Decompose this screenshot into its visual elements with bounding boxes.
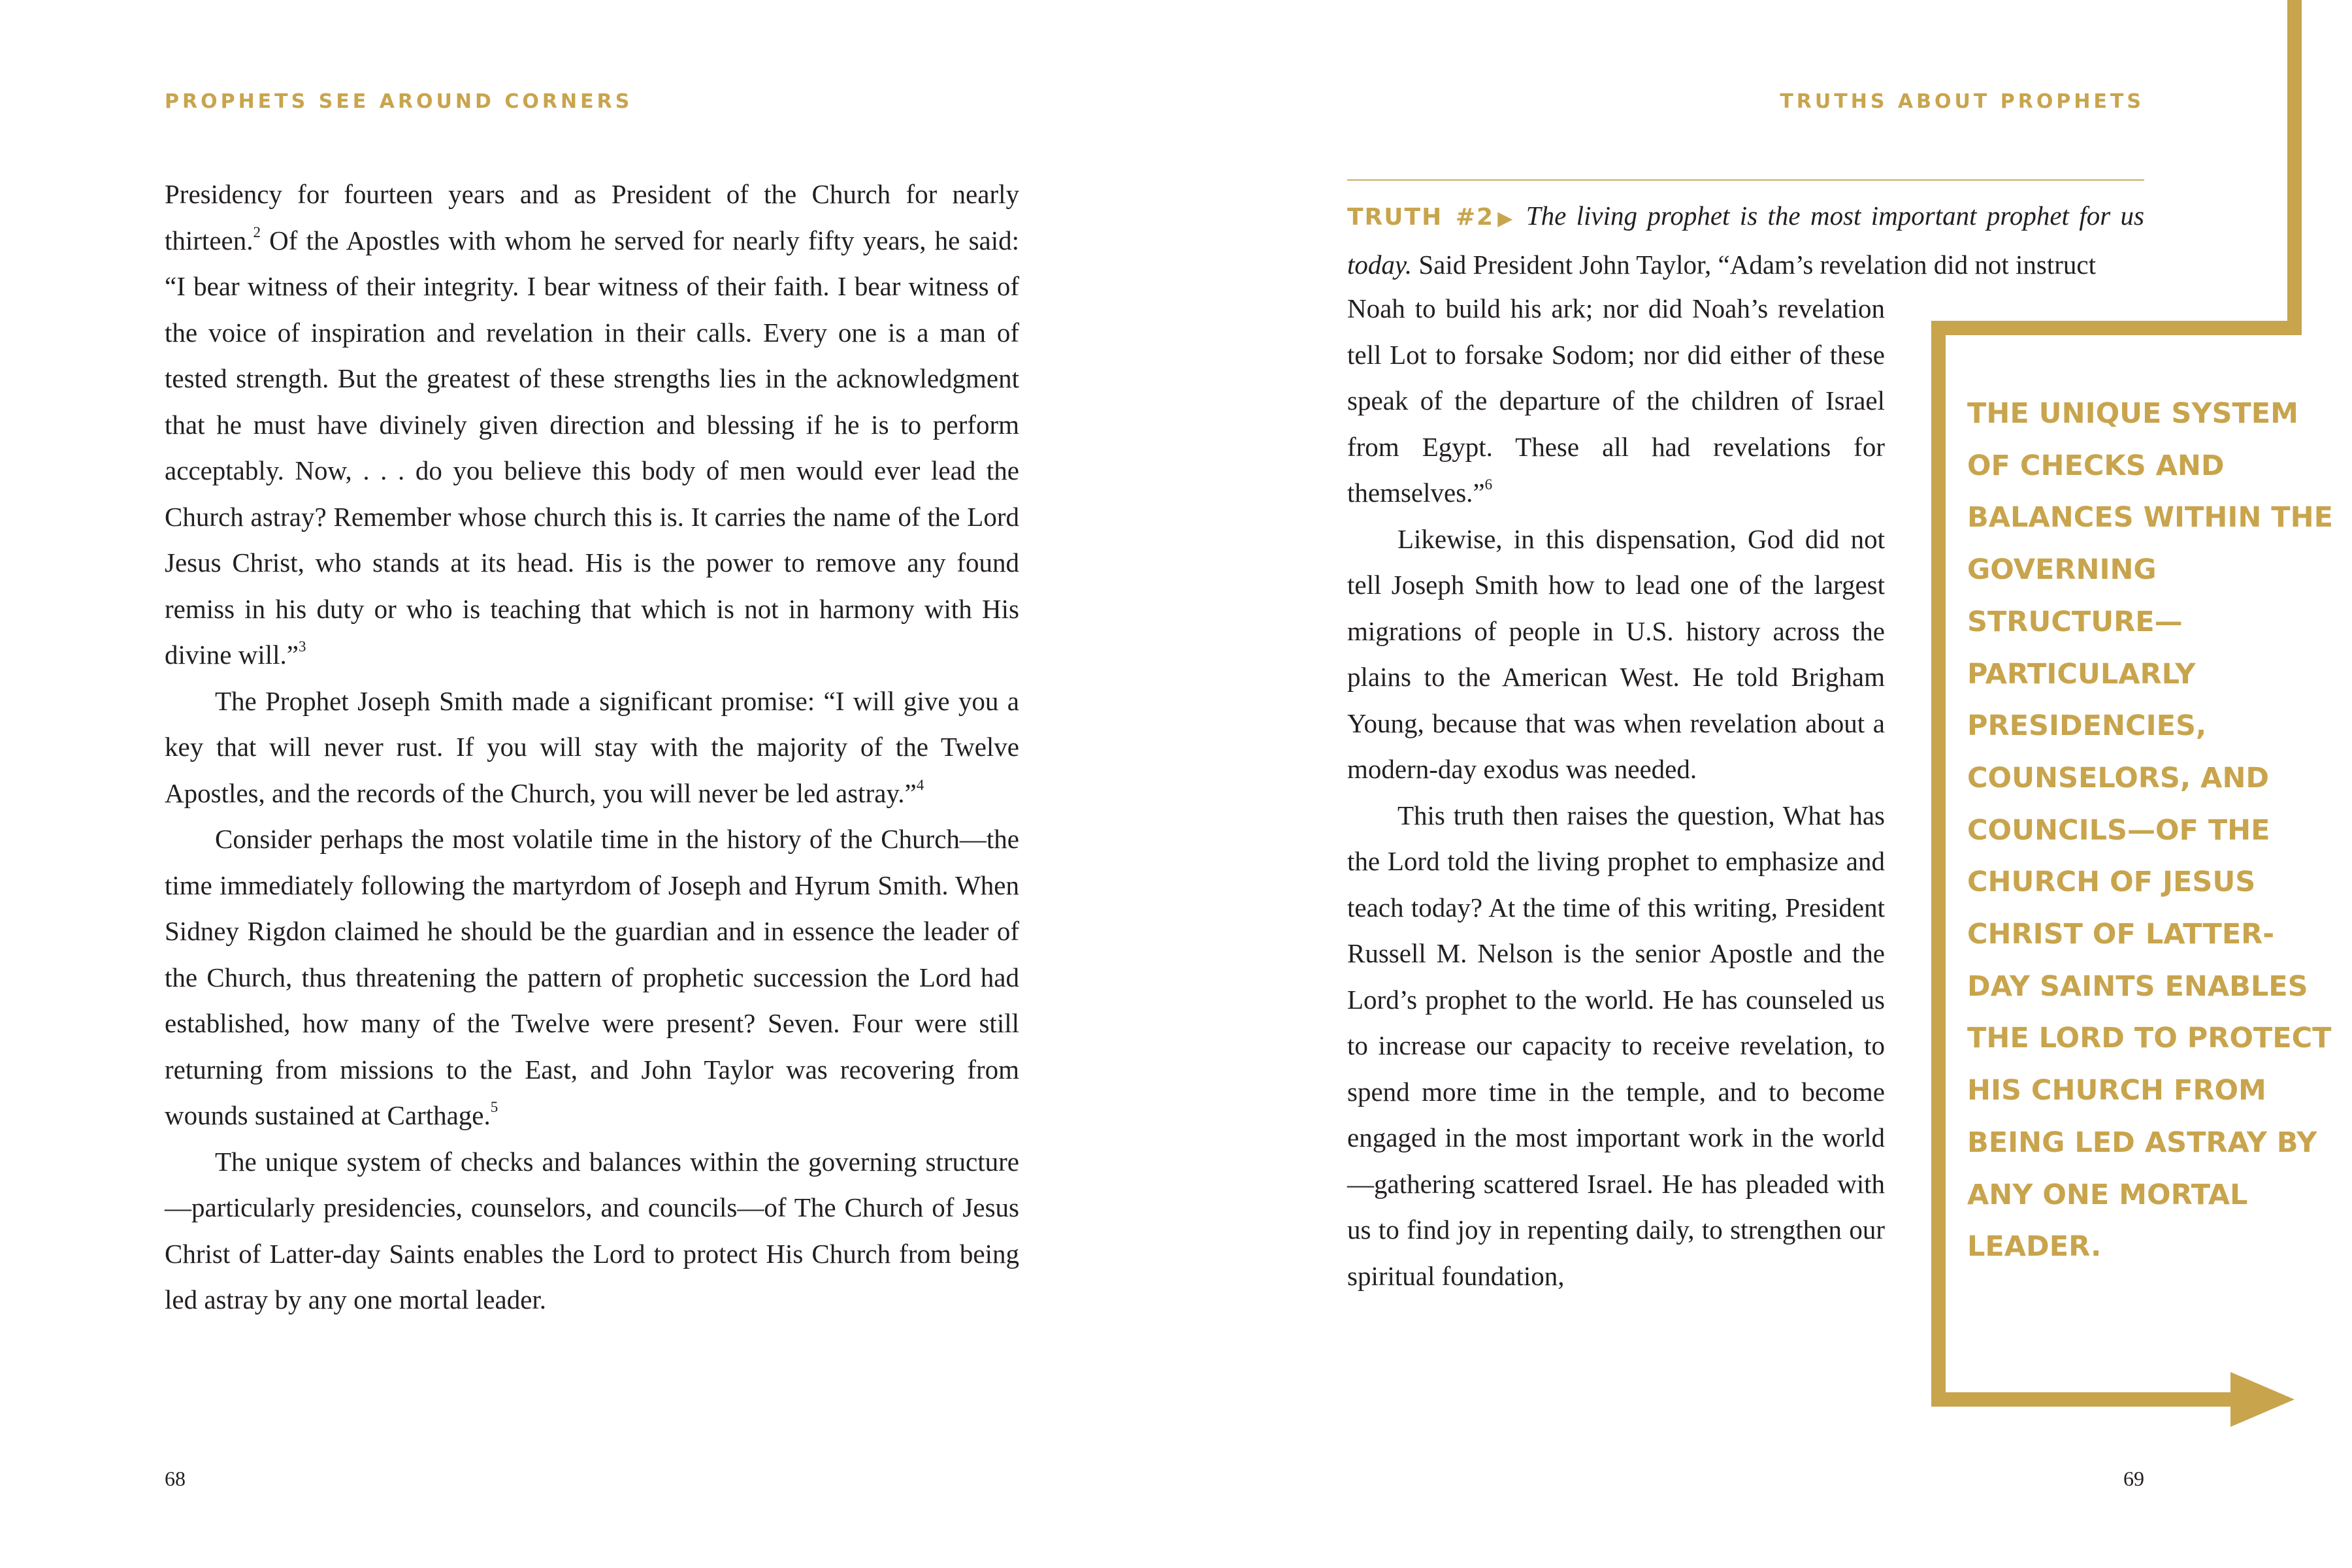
footnote-ref-6[interactable]: 6 — [1484, 476, 1493, 493]
right-body-text — [1347, 286, 1885, 1299]
running-head-left: PROPHETS SEE AROUND CORNERS — [165, 90, 633, 113]
footnote-ref-5[interactable]: 5 — [490, 1099, 498, 1115]
left-body-text — [165, 171, 1019, 1323]
pull-quote: THE UNIQUE SYSTEM OF CHECKS AND BALANCES WITHIN THE GOVERNING STRUCTURE—PARTICULARLY PRESIDENCIES, COUNSELORS, AND COUNCILS—OF THE CHURCH OF JESUS CHRIST OF LATTER-DAY SAINTS ENABLES THE LORD TO PROTECT HIS CHURCH FROM BEING LED ASTRAY BY ANY ONE MORTAL LEADER. — [1967, 397, 2333, 1264]
truth-emphasis: The living prophet is the most important prophet for us today. — [1347, 201, 2144, 280]
paragraph-4: The unique system of checks and balances within the governing structure—particularly presidencies, counselors, and councils—of The Church of Jesus Christ of Latter-day Saints enables the Lord to protect His Church from being led astray by any one mortal leader. — [165, 1146, 1019, 1315]
page-number-right: 69 — [2123, 1467, 2144, 1490]
footnote-ref-4[interactable]: 4 — [916, 776, 924, 793]
paragraph-2: The Prophet Joseph Smith made a significant promise: “I will give you a key that will never rust. If you will stay with the majority of the Twelve Apostles, and the records of the Church, you will never be led astray.”$^4$ — [165, 685, 1019, 808]
paragraph-1: Noah to build his ark; nor did Noah’s revelation tell Lot to forsake Sodom; nor did either of these speak of the departure of the children of Israel from Egypt. These all had revelations for themselves.”$^6$ — [1347, 293, 1885, 508]
arrow-right-icon — [2230, 1372, 2295, 1427]
footnote-ref-2[interactable]: 2 — [253, 223, 261, 240]
paragraph-1: Presidency for fourteen years and as President of the Church for nearly thirteen.$^2$ Of the Apostles with whom he served for nearly fifty years, he said: “I bear witness of their integrity. I bear witness of their faith. I bear witness of the voice of inspiration and revelation in their calls. Every one is a man of tested strength. But the greatest of these strengths lies in the acknowledgment that he must have divinely given direction and blessing if he is to perform acceptably. Now, . . . do you believe this body of men would ever lead the Church astray? Remember whose church this is. It carries the name of the Lord Jesus Christ, who stands at its head. His is the power to remove any found remiss in his duty or who is teaching that which is not in harmony with His divine will.”$^3$ — [165, 179, 1019, 670]
right-page — [1176, 0, 2352, 1568]
footnote-ref-3[interactable]: 3 — [298, 638, 306, 655]
play-arrow-icon: ▶ — [1494, 208, 1516, 229]
paragraph-3: Consider perhaps the most volatile time in the history of the Church—the time immediately following the martyrdom of Joseph and Hyrum Smith. When Sidney Rigdon claimed he should be the guardian and in essence the leader of the Church, thus threatening the pattern of prophetic succession the Lord had established, how many of the Twelve were present? Seven. Four were still returning from missions to the East, and John Taylor was recovering from wounds sustained at Carthage.$^5$ — [165, 824, 1019, 1130]
paragraph-2: Likewise, in this dispensation, God did not tell Joseph Smith how to lead one of the largest migrations of people in U.S. history across the plains to the American West. He told Brigham Young, because that was when revelation about a modern-day exodus was needed. — [1347, 523, 1885, 784]
running-head-right: TRUTHS ABOUT PROPHETS — [1780, 90, 2144, 113]
section-rule — [1347, 179, 2144, 181]
page-number-left: 68 — [165, 1467, 186, 1490]
paragraph-3: This truth then raises the question, What has the Lord told the living prophet to emphasize and teach today? At the time of this writing, President Russell M. Nelson is the senior Apostle and the Lord’s prophet to the world. He has counseled us to increase our capacity to receive revelation, to spend more time in the temple, and to become engaged in the most important work in the world—gathering scattered Israel. He has pleaded with us to find joy in repenting daily, to strengthen our spiritual foundation, — [1347, 800, 1885, 1291]
truth-label: TRUTH #2 — [1347, 204, 1495, 231]
truth-statement: TRUTH #2▶ The living prophet is the most important prophet for us today. Said President John Taylor, “Adam’s revelation did not instruct — [1347, 201, 2144, 280]
